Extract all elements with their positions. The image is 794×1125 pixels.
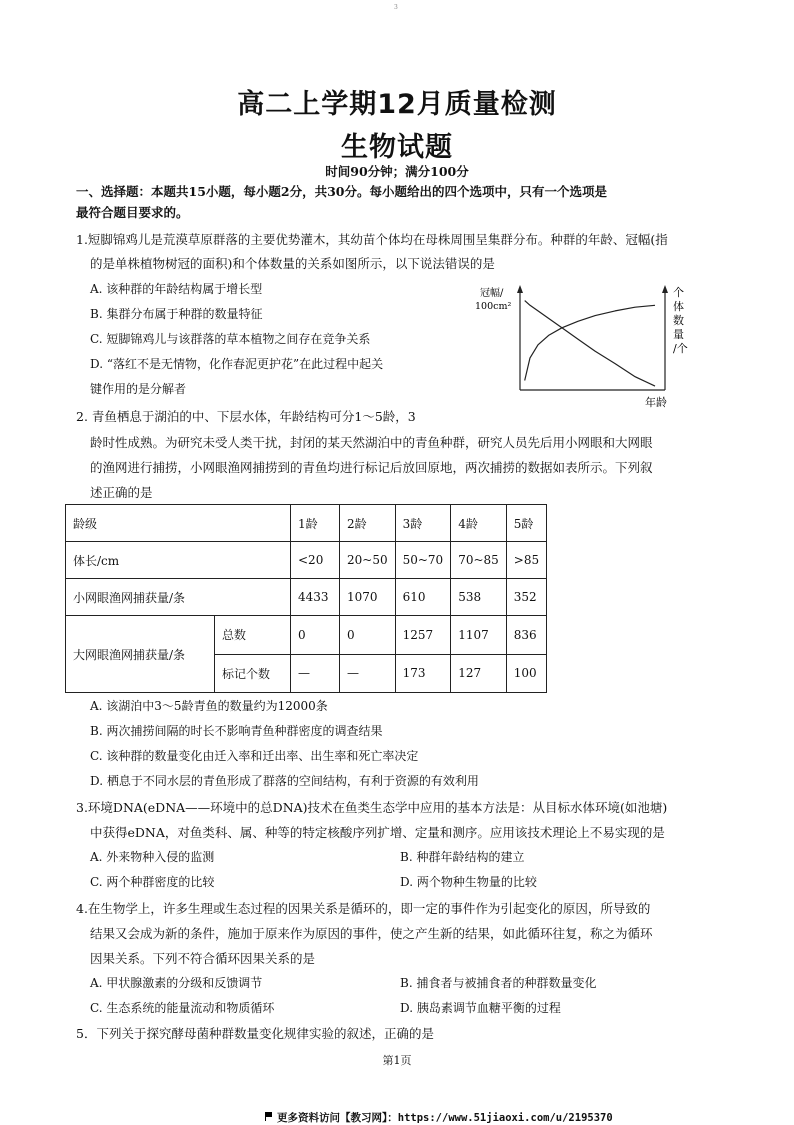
q5-stem-line-1: 5．下列关于探究酵母菌种群数量变化规律实验的叙述，正确的是 [76, 1026, 434, 1041]
exam-time-score: 时间90分钟；满分100分 [325, 164, 469, 179]
table-row [66, 505, 547, 542]
q2-option-c: C. 该种群的数量变化由迁入率和迁出率、出生率和死亡率决定 [90, 749, 419, 763]
q4-option-d: D. 胰岛素调节血糖平衡的过程 [400, 1001, 561, 1015]
table-cell: — [340, 654, 396, 693]
table-cell: 20~50 [340, 542, 396, 579]
individual-count-line [525, 301, 655, 387]
table-cell: — [291, 654, 340, 693]
page-number: 第1页 [382, 1054, 412, 1067]
section-heading [76, 181, 726, 223]
age-crown-count-chart [470, 280, 710, 410]
q2-stem-line-3: 的渔网进行捕捞，小网眼渔网捕捞到的青鱼均进行标记后放回原地，两次捕捞的数据如表所示。下列叙 [90, 460, 653, 475]
q1-option-b: B. 集群分布属于种群的数量特征 [90, 307, 263, 321]
q4-option-b: B. 捕食者与被捕食者的种群数量变化 [400, 976, 597, 990]
table-cell: 836 [506, 616, 546, 655]
q1-option-c: C. 短脚锦鸡儿与该群落的草本植物之间存在竞争关系 [90, 332, 371, 346]
table-cell: 100 [506, 654, 546, 693]
table-header-total: 总数 [214, 616, 290, 655]
fish-data-table [65, 504, 547, 693]
table-cell: <20 [291, 542, 340, 579]
table-cell: 2龄 [340, 505, 396, 542]
table-header-big-net: 大网眼渔网捕获量/条 [66, 616, 215, 693]
q4-stem-line-2: 结果又会成为新的条件，施加于原来作为原因的事件，使之产生新的结果，如此循环往复，称之为循环 [90, 926, 653, 941]
q1-option-d-line-2: 键作用的是分解者 [90, 382, 187, 396]
table-header-length: 体长/cm [66, 542, 291, 579]
q2-option-d: D. 栖息于不同水层的青鱼形成了群落的空间结构，有利于资源的有效利用 [90, 774, 479, 788]
table-cell: 4433 [291, 579, 340, 616]
table-cell: 50~70 [395, 542, 451, 579]
table-cell: 3龄 [395, 505, 451, 542]
section-line-1: 一、选择题：本题共15小题，每小题2分，共30分。每小题给出的四个选项中，只有一个选项是 [76, 184, 607, 199]
q1-stem-line-2: 的是单株植物树冠的面积)和个体数量的关系如图所示，以下说法错误的是 [90, 256, 495, 271]
q3-option-d: D. 两个物种生物量的比较 [400, 875, 537, 889]
left-y-label-2: 100cm² [475, 301, 512, 312]
chart-series [525, 301, 655, 387]
table-cell: 538 [451, 579, 507, 616]
q4-option-c: C. 生态系统的能量流动和物质循环 [90, 1001, 275, 1015]
right-y-label [673, 286, 688, 355]
q2-stem-line-2: 龄时性成熟。为研究未受人类干扰，封闭的某天然湖泊中的青鱼种群，研究人员先后用小网眼和大网眼 [90, 435, 653, 450]
q4-stem-line-1: 4.在生物学上，许多生理或生态过程的因果关系是循环的，即一定的事件作为引起变化的原因，所导致的 [76, 901, 651, 916]
table-cell: >85 [506, 542, 546, 579]
flag-icon [265, 1112, 273, 1121]
table-header-marked: 标记个数 [214, 654, 290, 693]
section-line-2: 最符合题目要求的。 [76, 205, 189, 220]
q4-stem-line-3: 因果关系。下列不符合循环因果关系的是 [90, 951, 316, 966]
left-y-axis-arrow [517, 285, 523, 293]
table-cell: 127 [451, 654, 507, 693]
table-cell: 70~85 [451, 542, 507, 579]
table-row [66, 579, 547, 616]
q3-option-c: C. 两个种群密度的比较 [90, 875, 215, 889]
q3-stem-line-2: 中获得eDNA，对鱼类科、属、种等的特定核酸序列扩增、定量和测序。应用该技术理论上不易实现的是 [90, 825, 665, 840]
table-cell: 352 [506, 579, 546, 616]
chart-axes [517, 285, 668, 390]
table-header-small-net: 小网眼渔网捕获量/条 [66, 579, 291, 616]
q2-stem-line-4: 述正确的是 [90, 485, 153, 500]
table-cell: 4龄 [451, 505, 507, 542]
q2-option-a: A. 该湖泊中3～5龄青鱼的数量约为12000条 [90, 699, 328, 713]
right-y-label-char: /个 [673, 342, 688, 355]
table-cell: 5龄 [506, 505, 546, 542]
left-y-label-1: 冠幅/ [480, 288, 504, 299]
q1-stem-line-1: 1.短脚锦鸡儿是荒漠草原群落的主要优势灌木，其幼苗个体均在母株周围呈集群分布。种群的年龄、冠幅(指 [76, 232, 668, 247]
q3-stem-line-1: 3.环境DNA(eDNA——环境中的总DNA)技术在鱼类生态学中应用的基本方法是：从目标水体环境(如池塘) [76, 800, 668, 815]
exam-subject: 生物试题 [341, 132, 453, 163]
table-cell: 610 [395, 579, 451, 616]
q3-option-b: B. 种群年龄结构的建立 [400, 850, 525, 864]
table-cell: 1龄 [291, 505, 340, 542]
footer-link[interactable] [265, 1110, 613, 1125]
q3-option-a: A. 外来物种入侵的监测 [90, 850, 215, 864]
crown-width-line [525, 305, 655, 380]
table-cell: 0 [340, 616, 396, 655]
table-cell: 1070 [340, 579, 396, 616]
right-y-label-char: 量 [673, 328, 684, 341]
right-y-label-char: 数 [673, 314, 684, 327]
exam-title: 高二上学期12月质量检测 [237, 89, 557, 120]
table-row [66, 616, 547, 655]
table-cell: 0 [291, 616, 340, 655]
page-mark: 3 [394, 4, 398, 11]
table-cell: 1107 [451, 616, 507, 655]
table-cell: 1257 [395, 616, 451, 655]
footer-link-text[interactable]: 更多资料访问【教习网】：https://www.51jiaoxi.com/u/2195370 [277, 1112, 613, 1124]
q4-option-a: A. 甲状腺激素的分级和反馈调节 [90, 976, 263, 990]
right-y-label-char: 个 [673, 286, 684, 299]
table-header-age: 龄级 [66, 505, 291, 542]
table-cell: 173 [395, 654, 451, 693]
q2-stem-line-1: 2. 青鱼栖息于湖泊的中、下层水体，年龄结构可分1～5龄，3 [76, 409, 416, 424]
q1-option-d-line-1: D. “落红不是无情物，化作春泥更护花”在此过程中起关 [90, 357, 384, 371]
q1-option-a: A. 该种群的年龄结构属于增长型 [90, 282, 263, 296]
x-axis-label: 年龄 [645, 396, 667, 409]
right-y-axis-arrow [662, 285, 668, 293]
table-row [66, 542, 547, 579]
q2-option-b: B. 两次捕捞间隔的时长不影响青鱼种群密度的调查结果 [90, 724, 383, 738]
right-y-label-char: 体 [673, 300, 684, 313]
